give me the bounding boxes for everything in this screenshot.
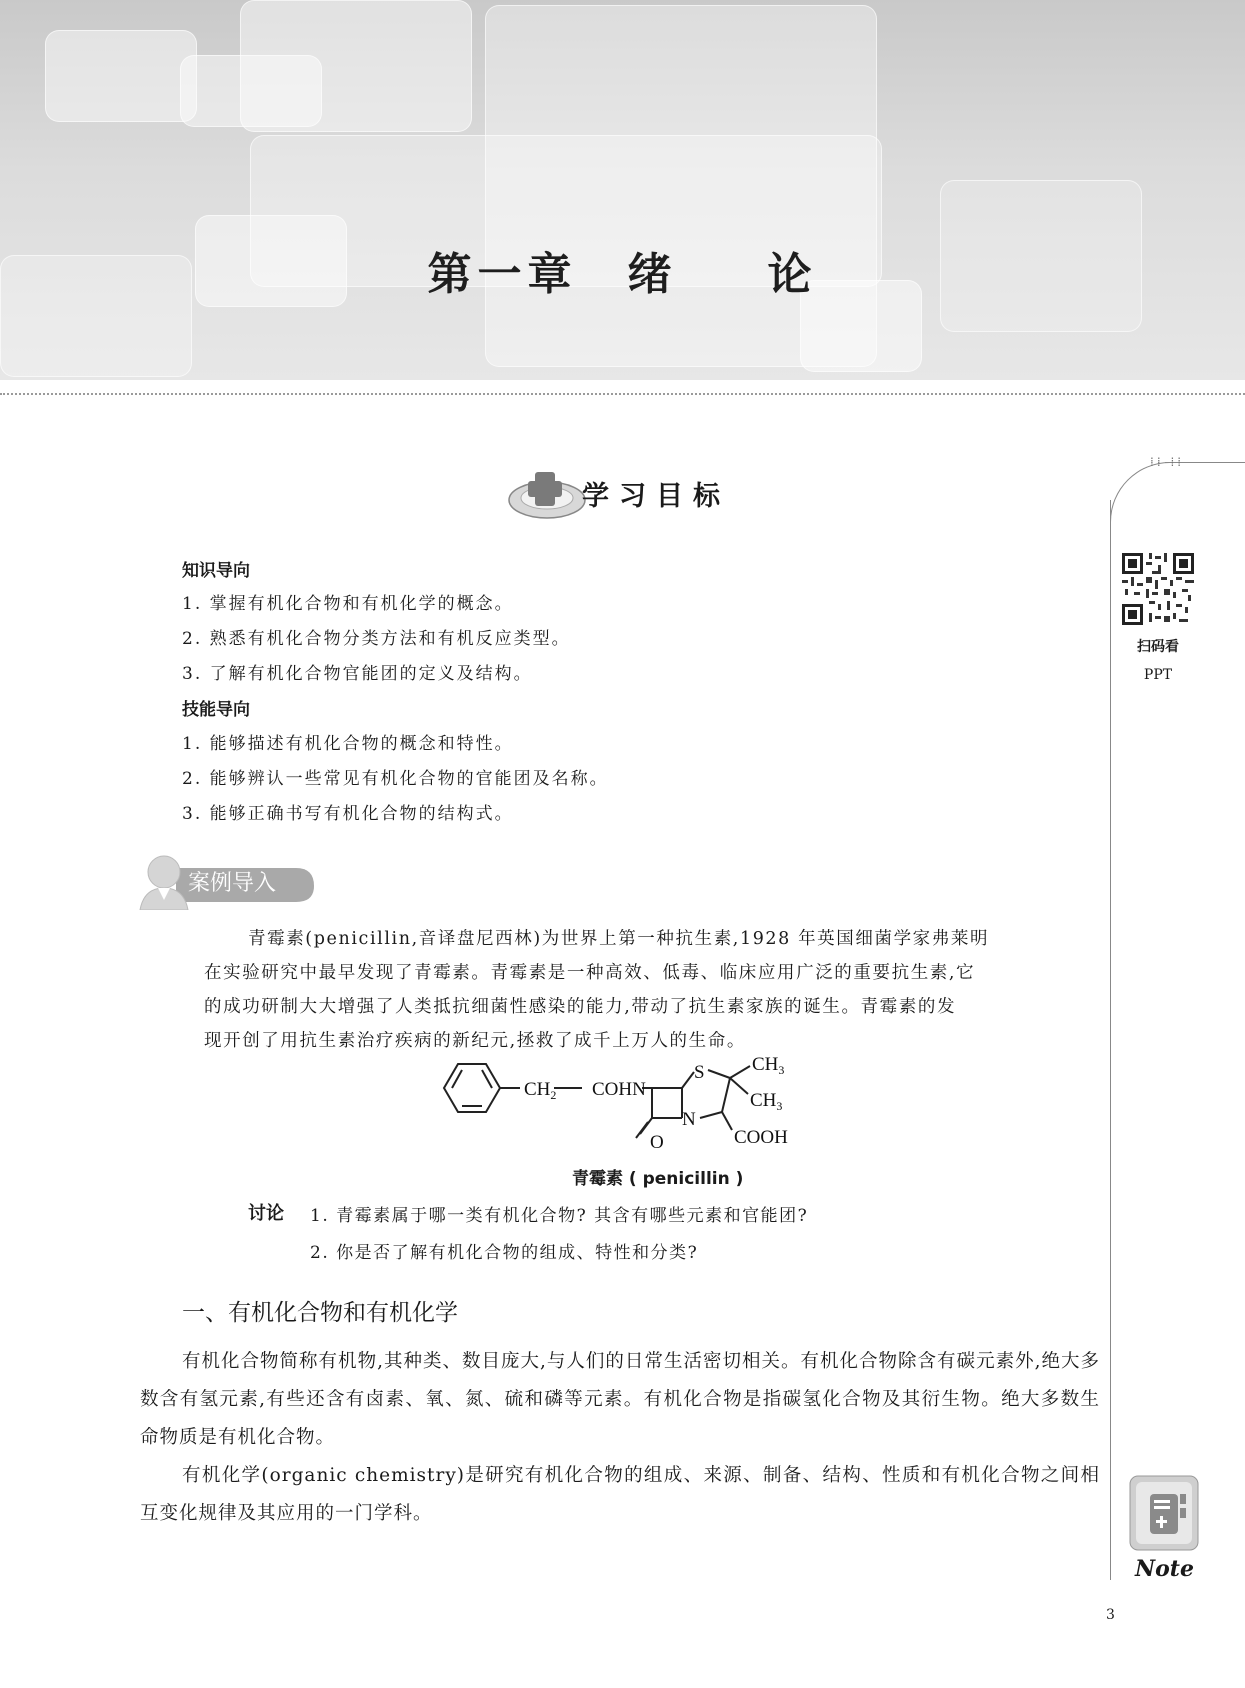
margin-ticks: ⁞⁞ ⁞⁞ [1150,455,1185,469]
note-icon [1128,1474,1200,1552]
skills-item: 1. 能够描述有机化合物的概念和特性。 [182,734,514,754]
skills-item: 3. 能够正确书写有机化合物的结构式。 [182,804,514,824]
carboxyl-label: COOH [734,1127,788,1148]
margin-arc [1110,462,1171,523]
banner-divider [0,393,1245,395]
qr-label: 扫码看 [1137,639,1179,655]
body-paragraph: 有机化合物简称有机物,其种类、数目庞大,与人们的日常生活密切相关。有机化合物除含有碳元素外,绝大多数含有氢元素,有些还含有卤素、氧、氮、硫和磷等元素。有机化合物是指碳氢化合物及其衍生物。绝大多数生命物质是有机化合物。 [140,1351,1100,1448]
discussion-label: 讨论 [248,1203,284,1224]
case-badge-label: 案例导入 [188,871,277,896]
knowledge-item: 3. 了解有机化合物官能团的定义及结构。 [182,664,533,684]
section-heading: 一、有机化合物和有机化学 [182,1300,458,1326]
knowledge-item: 1. 掌握有机化合物和有机化学的概念。 [182,594,514,614]
discussion-item: 1. 青霉素属于哪一类有机化合物? 其含有哪些元素和官能团? [310,1206,809,1226]
case-line: 在实验研究中最早发现了青霉素。青霉素是一种高效、低毒、临床应用广泛的重要抗生素,它 [204,963,976,983]
methyl-label: $CH_3$ [750,1090,783,1113]
skills-item: 2. 能够辨认一些常见有机化合物的官能团及名称。 [182,769,609,789]
learning-goals-title: 学习目标 [582,481,730,512]
margin-rule [1110,500,1111,1580]
ch2-label: $CH_2$ [524,1079,557,1102]
body-paragraph: 有机化学(organic chemistry)是研究有机化合物的组成、来源、制备、结构、性质和有机化合物之间相互变化规律及其应用的一门学科。 [140,1465,1100,1524]
case-line: 现开创了用抗生素治疗疾病的新纪元,拯救了成千上万人的生命。 [204,1031,746,1051]
sulfur-label: S [694,1062,705,1083]
case-line: 的成功研制大大增强了人类抵抗细菌性感染的能力,带动了抗生素家族的诞生。青霉素的发 [204,997,957,1017]
methyl-label: $CH_3$ [752,1054,785,1077]
discussion-item: 2. 你是否了解有机化合物的组成、特性和分类? [310,1243,699,1263]
qr-sub-label: PPT [1143,667,1173,683]
cohn-label: COHN [592,1079,646,1100]
oxygen-label: O [650,1132,664,1153]
nitrogen-label: N [682,1109,696,1130]
penicillin-structure [432,1050,852,1170]
knowledge-item: 2. 熟悉有机化合物分类方法和有机反应类型。 [182,629,571,649]
chapter-banner [0,0,1245,380]
note-label: Note [1135,1556,1194,1582]
page-number: 3 [1106,1607,1115,1623]
chapter-title: 第一章 绪 论 [427,249,818,300]
case-line: 青霉素(penicillin,音译盘尼西林)为世界上第一种抗生素,1928 年英国细菌学家弗莱明 [248,929,990,949]
knowledge-heading: 知识导向 [182,561,250,581]
structure-caption: 青霉素 ( penicillin ) [572,1169,744,1189]
section-body [140,1343,1100,1533]
qr-code-icon[interactable] [1122,553,1194,625]
skills-heading: 技能导向 [182,700,250,720]
